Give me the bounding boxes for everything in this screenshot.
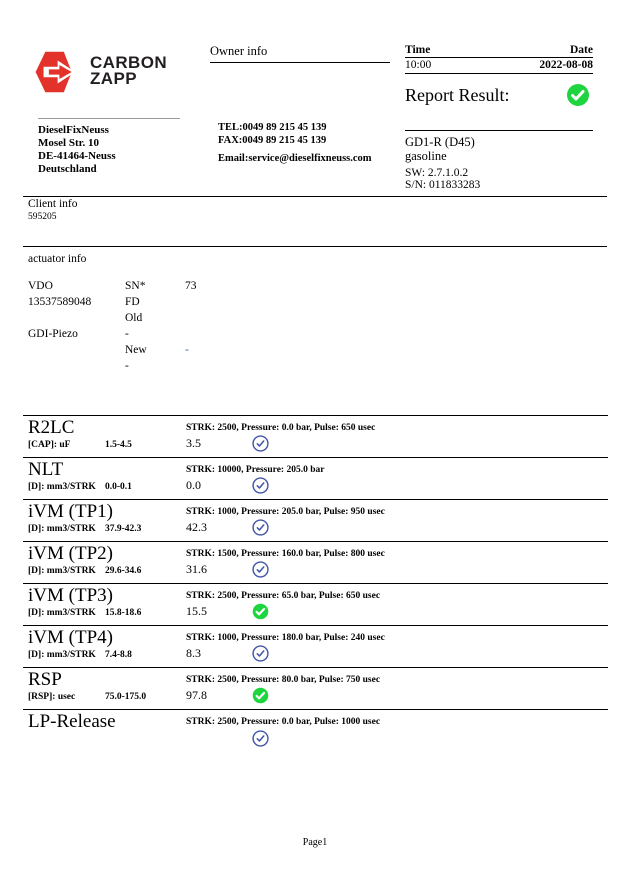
test-name: iVM (TP3) bbox=[28, 585, 113, 606]
test-conditions: STRK: 2500, Pressure: 0.0 bar, Pulse: 1000 usec bbox=[186, 717, 381, 727]
test-row-ivm-tp3 bbox=[23, 583, 608, 625]
check-circle-green-icon bbox=[252, 687, 269, 704]
check-circle-green-icon bbox=[566, 83, 590, 107]
test-range: 15.8-18.6 bbox=[105, 608, 142, 618]
actuator-row bbox=[28, 344, 328, 360]
owner-address-block bbox=[38, 118, 180, 176]
page-number: Page1 bbox=[302, 837, 328, 848]
actuator-brand: VDO bbox=[28, 280, 53, 292]
actuator-info-heading: actuator info bbox=[28, 253, 87, 265]
owner-fax: FAX:0049 89 215 45 139 bbox=[218, 135, 327, 146]
divider-line bbox=[23, 196, 607, 197]
owner-country: Deutschland bbox=[38, 163, 97, 175]
actuator-fd-label: FD bbox=[125, 296, 140, 308]
test-range: 75.0-175.0 bbox=[105, 692, 147, 702]
test-conditions: STRK: 1000, Pressure: 180.0 bar, Pulse: 240 usec bbox=[186, 633, 385, 643]
test-status-icon bbox=[252, 561, 269, 578]
test-conditions: STRK: 2500, Pressure: 65.0 bar, Pulse: 650 usec bbox=[186, 591, 381, 601]
test-value: 31.6 bbox=[186, 562, 207, 576]
owner-info-heading: Owner info bbox=[210, 44, 390, 63]
test-status-icon bbox=[252, 603, 269, 620]
test-value: 97.8 bbox=[186, 688, 207, 702]
actuator-part-number: 13537589048 bbox=[28, 296, 92, 308]
client-info-block bbox=[28, 198, 78, 222]
check-circle-blue-icon bbox=[252, 477, 269, 494]
actuator-row: GDI-Piezo - bbox=[28, 328, 129, 340]
machine-model: GD1-R (D45) bbox=[405, 135, 475, 149]
test-measure-label: [D]: mm3/STRK bbox=[28, 566, 96, 576]
owner-street: Mosel Str. 10 bbox=[38, 137, 100, 149]
test-conditions: STRK: 1000, Pressure: 205.0 bar, Pulse: 950 usec bbox=[186, 507, 385, 517]
test-results-table bbox=[23, 415, 608, 760]
test-conditions: STRK: 1500, Pressure: 160.0 bar, Pulse: 800 usec bbox=[186, 549, 385, 559]
check-circle-blue-icon bbox=[252, 645, 269, 662]
test-conditions: STRK: 10000, Pressure: 205.0 bar bbox=[186, 465, 325, 475]
test-row-nlt bbox=[23, 457, 608, 499]
client-info-heading: Client info bbox=[28, 198, 78, 210]
carbon-zapp-logo-icon bbox=[31, 50, 79, 94]
test-measure-label: [RSP]: usec bbox=[28, 692, 76, 702]
test-measure-label: [CAP]: uF bbox=[28, 440, 71, 450]
test-row-r2lc bbox=[23, 415, 608, 457]
actuator-row bbox=[28, 280, 328, 296]
test-row-lp-release bbox=[23, 709, 608, 760]
test-range: 7.4-8.8 bbox=[105, 650, 132, 660]
owner-contact-block bbox=[218, 121, 372, 165]
test-name: iVM (TP2) bbox=[28, 543, 113, 564]
test-range: 1.5-4.5 bbox=[105, 440, 132, 450]
date-value: 2022-08-08 bbox=[539, 59, 593, 71]
check-circle-blue-icon bbox=[252, 561, 269, 578]
actuator-row: - bbox=[125, 360, 129, 372]
actuator-info-grid bbox=[28, 280, 328, 376]
test-range: 0.0-0.1 bbox=[105, 482, 132, 492]
test-row-rsp bbox=[23, 667, 608, 709]
actuator-type: GDI-Piezo bbox=[28, 328, 78, 340]
test-measure-label: [D]: mm3/STRK bbox=[28, 482, 96, 492]
actuator-sn-label: SN* bbox=[125, 280, 146, 292]
test-status-icon bbox=[252, 519, 269, 536]
test-measure-label: [D]: mm3/STRK bbox=[28, 650, 96, 660]
check-circle-blue-icon bbox=[252, 435, 269, 452]
test-row-ivm-tp1 bbox=[23, 499, 608, 541]
check-circle-blue-icon bbox=[252, 519, 269, 536]
brand-wordmark bbox=[90, 55, 167, 87]
test-row-ivm-tp4 bbox=[23, 625, 608, 667]
actuator-new-value: - bbox=[185, 344, 189, 356]
brand-line2: ZAPP bbox=[90, 69, 137, 88]
time-value: 10:00 bbox=[405, 59, 432, 71]
test-name: iVM (TP4) bbox=[28, 627, 113, 648]
test-status-icon bbox=[252, 687, 269, 704]
client-id: 595205 bbox=[28, 212, 57, 222]
machine-serial-number: S/N: 011833283 bbox=[405, 179, 481, 191]
owner-email: Email:service@dieselfixneuss.com bbox=[218, 153, 372, 164]
test-value: 8.3 bbox=[186, 646, 201, 660]
report-result bbox=[405, 83, 593, 107]
divider-line bbox=[23, 246, 607, 247]
test-name: R2LC bbox=[28, 417, 75, 438]
header-time-date-block bbox=[405, 44, 593, 107]
date-label: Date bbox=[570, 44, 593, 56]
test-value: 0.0 bbox=[186, 478, 201, 492]
actuator-sn-value: 73 bbox=[185, 280, 197, 292]
test-range: 29.6-34.6 bbox=[105, 566, 142, 576]
report-result-pass-icon bbox=[566, 83, 590, 107]
time-date-labels bbox=[405, 44, 593, 58]
brand-line1: CARBON bbox=[90, 53, 168, 72]
test-value: 3.5 bbox=[186, 436, 201, 450]
test-name: iVM (TP1) bbox=[28, 501, 113, 522]
test-conditions: STRK: 2500, Pressure: 80.0 bar, Pulse: 750 usec bbox=[186, 675, 381, 685]
test-status-icon bbox=[252, 730, 269, 747]
test-row-ivm-tp2 bbox=[23, 541, 608, 583]
machine-info-block bbox=[405, 130, 593, 191]
report-result-label: Report Result: bbox=[405, 84, 510, 105]
test-status-icon bbox=[252, 435, 269, 452]
check-circle-green-icon bbox=[252, 603, 269, 620]
test-conditions: STRK: 2500, Pressure: 0.0 bar, Pulse: 650 usec bbox=[186, 423, 376, 433]
time-label: Time bbox=[405, 44, 431, 56]
owner-tel: TEL:0049 89 215 45 139 bbox=[218, 122, 327, 133]
test-name: RSP bbox=[28, 669, 62, 690]
test-name: NLT bbox=[28, 459, 64, 480]
owner-city: DE-41464-Neuss bbox=[38, 150, 116, 162]
test-measure-label: [D]: mm3/STRK bbox=[28, 608, 96, 618]
test-name: LP-Release bbox=[28, 711, 116, 732]
actuator-new-label: New bbox=[125, 344, 147, 356]
actuator-old-label: Old bbox=[125, 312, 143, 324]
machine-software-version: SW: 2.7.1.0.2 bbox=[405, 167, 469, 179]
machine-fuel-type: gasoline bbox=[405, 149, 447, 163]
actuator-row bbox=[28, 296, 328, 312]
test-measure-label: [D]: mm3/STRK bbox=[28, 524, 96, 534]
check-circle-blue-icon bbox=[252, 730, 269, 747]
test-value: 15.5 bbox=[186, 604, 207, 618]
actuator-row bbox=[28, 312, 328, 328]
time-date-values bbox=[405, 58, 593, 74]
test-value: 42.3 bbox=[186, 520, 207, 534]
test-status-icon bbox=[252, 477, 269, 494]
test-status-icon bbox=[252, 645, 269, 662]
owner-name: DieselFixNeuss bbox=[38, 124, 109, 136]
test-range: 37.9-42.3 bbox=[105, 524, 142, 534]
